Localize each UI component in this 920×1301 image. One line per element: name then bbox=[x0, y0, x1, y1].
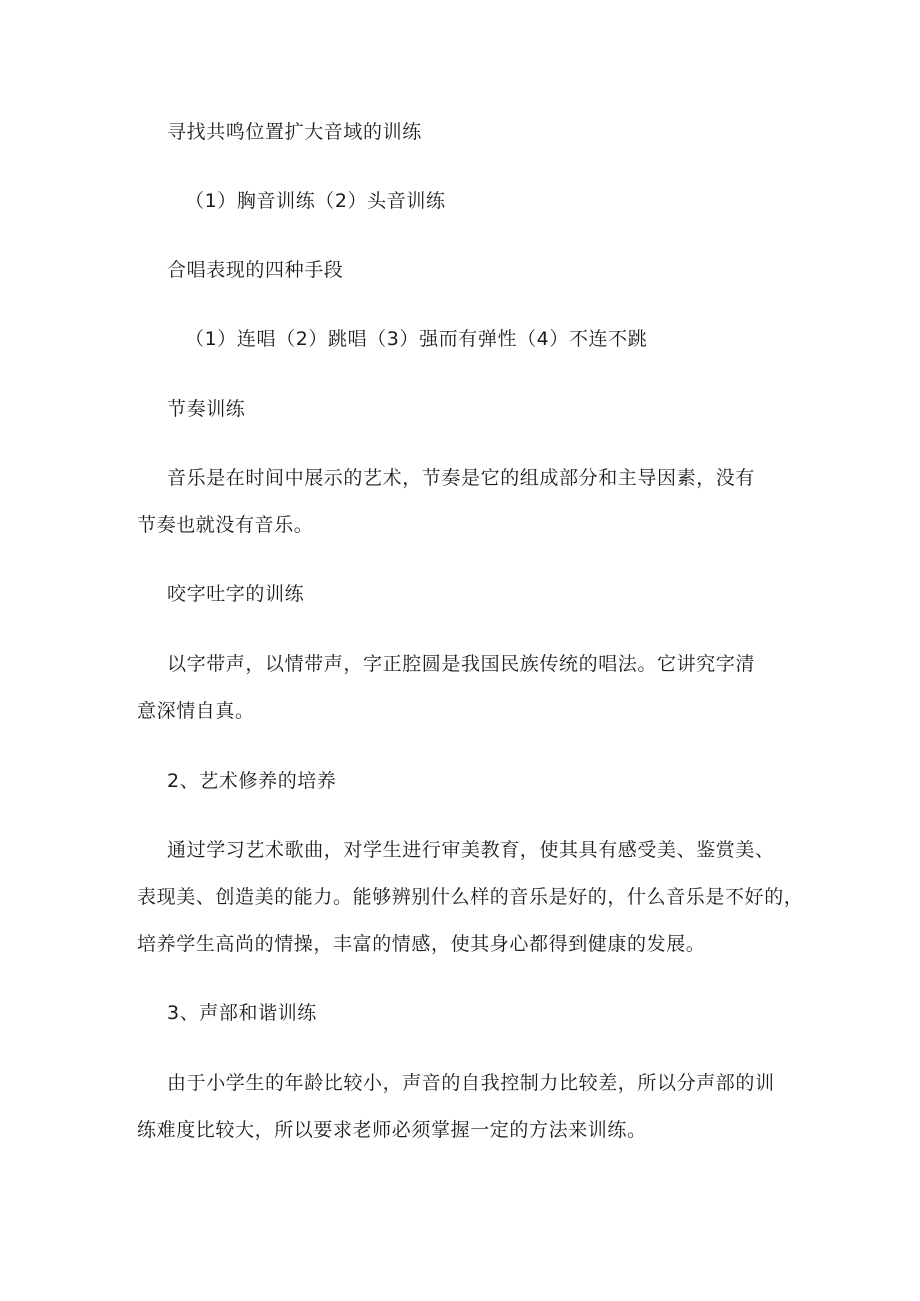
choral-techniques-items: （1）连唱（2）跳唱（3）强而有弹性（4）不连不跳 bbox=[185, 328, 648, 350]
heading-articulation-training: 咬字吐字的训练 bbox=[167, 583, 305, 605]
harmony-paragraph-line-1: 由于小学生的年龄比较小，声音的自我控制力比较差，所以分声部的训 bbox=[167, 1072, 775, 1094]
heading-choral-techniques: 合唱表现的四种手段 bbox=[167, 259, 344, 281]
heading-resonance-training: 寻找共鸣位置扩大音域的训练 bbox=[167, 121, 422, 143]
rhythm-paragraph-line-1: 音乐是在时间中展示的艺术，节奏是它的组成部分和主导因素，没有 bbox=[167, 467, 756, 489]
resonance-training-items: （1）胸音训练（2）头音训练 bbox=[185, 190, 446, 212]
cultivation-paragraph-line-1: 通过学习艺术歌曲，对学生进行审美教育，使其具有感受美、鉴赏美、 bbox=[167, 839, 775, 861]
articulation-paragraph-line-2: 意深情自真。 bbox=[137, 700, 255, 722]
heading-rhythm-training: 节奏训练 bbox=[167, 398, 246, 420]
cultivation-paragraph-line-3: 培养学生高尚的情操，丰富的情感，使其身心都得到健康的发展。 bbox=[137, 933, 706, 955]
heading-artistic-cultivation: 2、艺术修养的培养 bbox=[167, 770, 337, 792]
rhythm-paragraph-line-2: 节奏也就没有音乐。 bbox=[137, 514, 314, 536]
harmony-paragraph-line-2: 练难度比较大，所以要求老师必须掌握一定的方法来训练。 bbox=[137, 1119, 647, 1141]
cultivation-paragraph-line-2: 表现美、创造美的能力。能够辨别什么样的音乐是好的，什么音乐是不好的， bbox=[137, 886, 804, 908]
articulation-paragraph-line-1: 以字带声，以情带声，字正腔圆是我国民族传统的唱法。它讲究字清 bbox=[167, 653, 756, 675]
heading-voice-harmony: 3、声部和谐训练 bbox=[167, 1002, 317, 1024]
